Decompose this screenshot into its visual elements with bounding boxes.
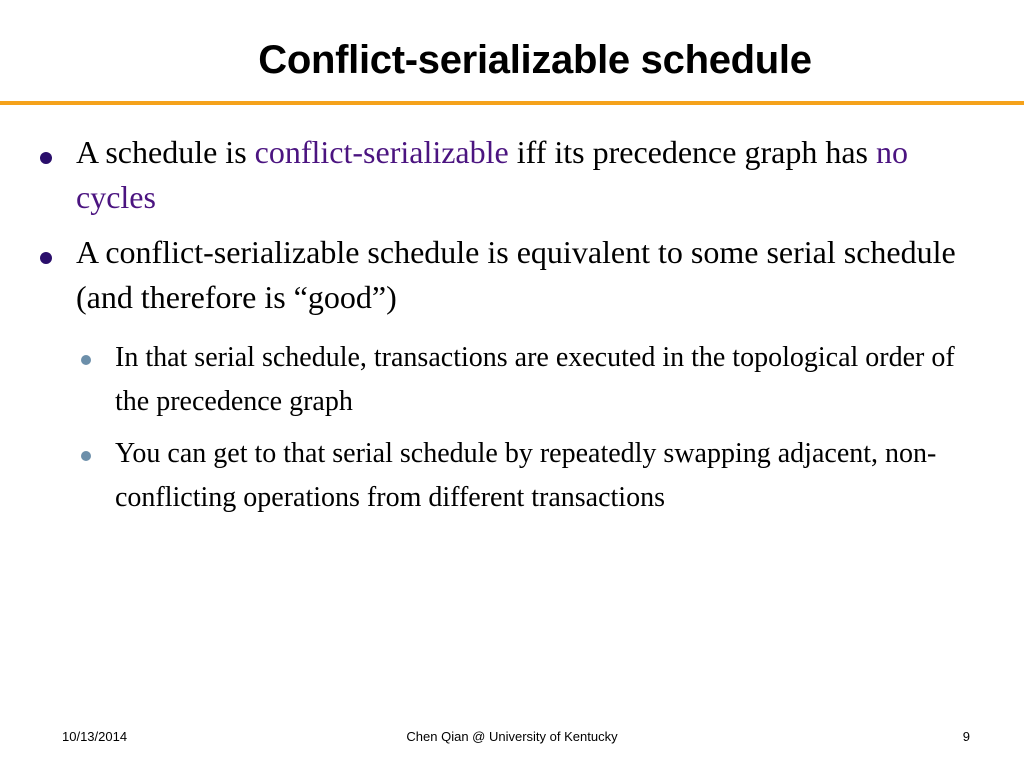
footer-date: 10/13/2014 [62,729,128,744]
bullet-text: iff its precedence graph has [508,134,876,170]
footer-author: Chen Qian @ University of Kentucky [406,729,618,744]
bullet-item: A conflict-serializable schedule is equivalent to some serial schedule (and therefore is “good”) [76,234,956,315]
bullet-text: A schedule is [76,134,255,170]
title-divider [0,101,1024,105]
highlight-term: no cycles [76,134,908,215]
slide-title: Conflict-serializable schedule [258,38,812,82]
bullet-item [76,130,956,220]
sub-bullet-marker [81,451,91,461]
sub-bullet-item: You can get to that serial schedule by repeatedly swapping adjacent, non-conflicting operations from different transactions [115,438,937,513]
bullet-marker [40,252,52,264]
page-number: 9 [962,729,970,744]
sub-bullet-item: In that serial schedule, transactions are executed in the topological order of the precedence graph [115,342,955,417]
highlight-term: conflict-serializable [254,134,509,170]
bullet-marker [40,152,52,164]
sub-bullet-marker [81,355,91,365]
